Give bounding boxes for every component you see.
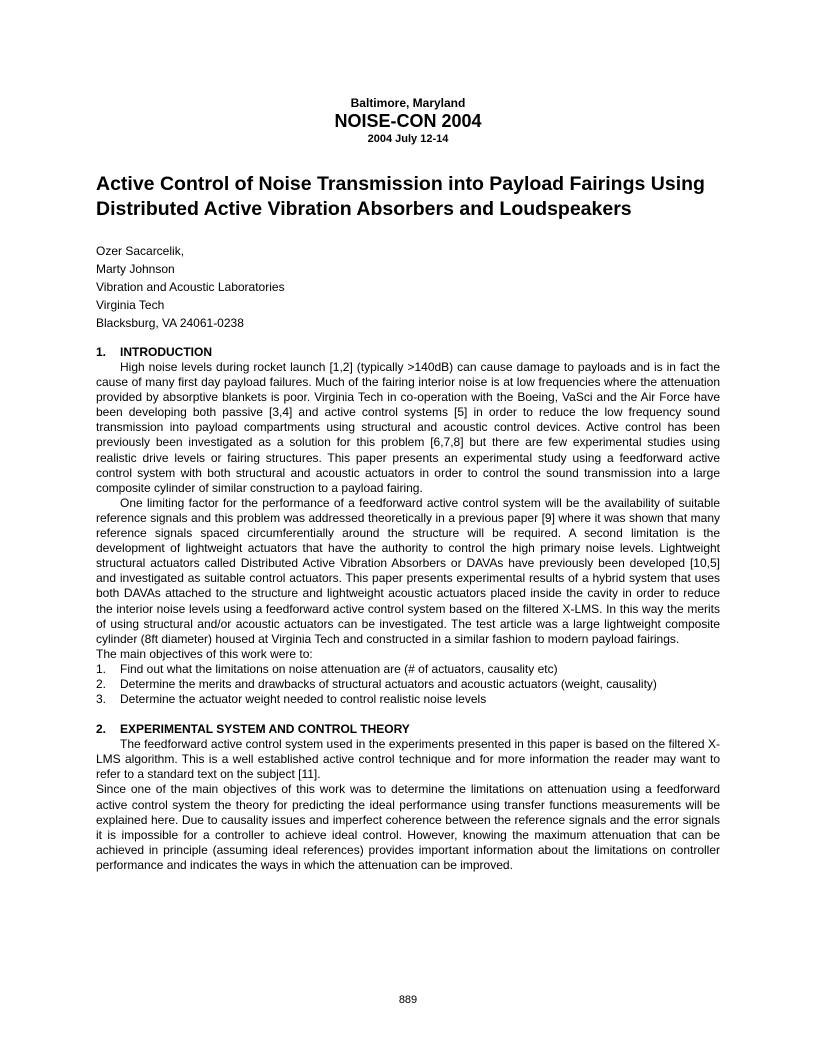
- objectives-list: [96, 662, 720, 707]
- list-text: Determine the merits and drawbacks of structural actuators and acoustic actuators (weight, causality): [120, 676, 657, 691]
- conference-date: 2004 July 12-14: [367, 133, 449, 145]
- section-1-heading: [96, 345, 720, 360]
- paragraph: High noise levels during rocket launch [1,2] (typically >140dB) can cause damage to payloads and is in fact the cause of many first day payload failures. Much of the fairing interior noise is at low frequencies where the attenuation provided by absorptive blankets is poor. Virginia Tech in co-operation with the Boeing, VaSci and the Air Force have been developing both passive [3,4] and active control systems [5] in order to reduce the low frequency sound transmission into payload compartments using structural and acoustic control devices. Active control has been previously been investigated as a solution for this problem [6,7,8] but there are few experimental studies using realistic drive levels or fairing structures. This paper presents an experimental study using a feedforward active control system with both structural and acoustic actuators in order to control the sound transmission into a large composite cylinder of similar construction to a payload fairing.: [96, 360, 720, 495]
- affiliation-line: Vibration and Acoustic Laboratories: [96, 280, 285, 294]
- affiliation-line: Virginia Tech: [96, 298, 165, 312]
- author-block: [96, 242, 720, 332]
- list-item: [96, 677, 720, 692]
- page-number: 889: [398, 994, 418, 1006]
- conference-name: NOISE-CON 2004: [334, 111, 482, 131]
- section-number: 1.: [96, 345, 107, 359]
- affiliation-line: Blacksburg, VA 24061-0238: [96, 316, 244, 330]
- section-title: EXPERIMENTAL SYSTEM AND CONTROL THEORY: [120, 722, 410, 737]
- list-number: 1.: [96, 661, 107, 676]
- paragraph: Since one of the main objectives of this work was to determine the limitations on attenuation using a feedforward active control system the theory for predicting the ideal performance using transfer functions measurements will be explained here. Due to causality issues and imperfect coherence between the reference signals and the error signals it is impossible for a controller to achieve ideal control. However, knowing the maximum attenuation that can be achieved in principle (assuming ideal references) provides important information about the limitations on controller performance and indicates the ways in which the attenuation can be improved.: [96, 782, 720, 872]
- list-text: Determine the actuator weight needed to control realistic noise levels: [120, 692, 487, 707]
- section-2-heading: [96, 722, 720, 737]
- paragraph: One limiting factor for the performance of a feedforward active control system will be the availability of suitable reference signals and this problem was addressed theoretically in a previous paper [9] where it was shown that many reference signals spaced circumferentially around the structure will be required. A second limitation is the development of lightweight actuators that have the authority to control the high primary noise levels. Lightweight structural actuators called Distributed Active Vibration Absorbers or DAVAs have previously been developed [10,5] and investigated as suitable control actuators. This paper presents experimental results of a hybrid system that uses both DAVAs attached to the structure and lightweight acoustic actuators placed inside the cavity in order to reduce the interior noise levels using a feedforward active control system based on the filtered X-LMS. In this way the merits of using structural and/or acoustic actuators can be investigated. The test article was a large lightweight composite cylinder (8ft diameter) housed at Virginia Tech and constructed in a similar fashion to modern payload fairings.: [96, 495, 720, 646]
- paragraph: The main objectives of this work were to:: [96, 646, 313, 661]
- paper-title: Active Control of Noise Transmission into Payload Fairings Using Distributed Active Vibration Absorbers and Loudspeakers: [96, 173, 705, 220]
- conference-location: Baltimore, Maryland: [350, 96, 466, 110]
- list-item: [96, 662, 720, 677]
- paragraph: The feedforward active control system used in the experiments presented in this paper is based on the filtered X-LMS algorithm. This is a well established active control technique and for more information the reader may want to refer to a standard text on the subject [11].: [96, 737, 720, 782]
- list-text: Find out what the limitations on noise attenuation are (# of actuators, causality etc): [120, 661, 558, 676]
- paper-page: [96, 96, 720, 873]
- list-number: 2.: [96, 676, 107, 691]
- author-line: Ozer Sacarcelik,: [96, 244, 185, 258]
- conference-header: [96, 96, 720, 146]
- section-number: 2.: [96, 722, 107, 737]
- list-number: 3.: [96, 692, 107, 707]
- author-line: Marty Johnson: [96, 262, 175, 276]
- section-title: INTRODUCTION: [120, 345, 212, 359]
- list-item: [96, 692, 720, 707]
